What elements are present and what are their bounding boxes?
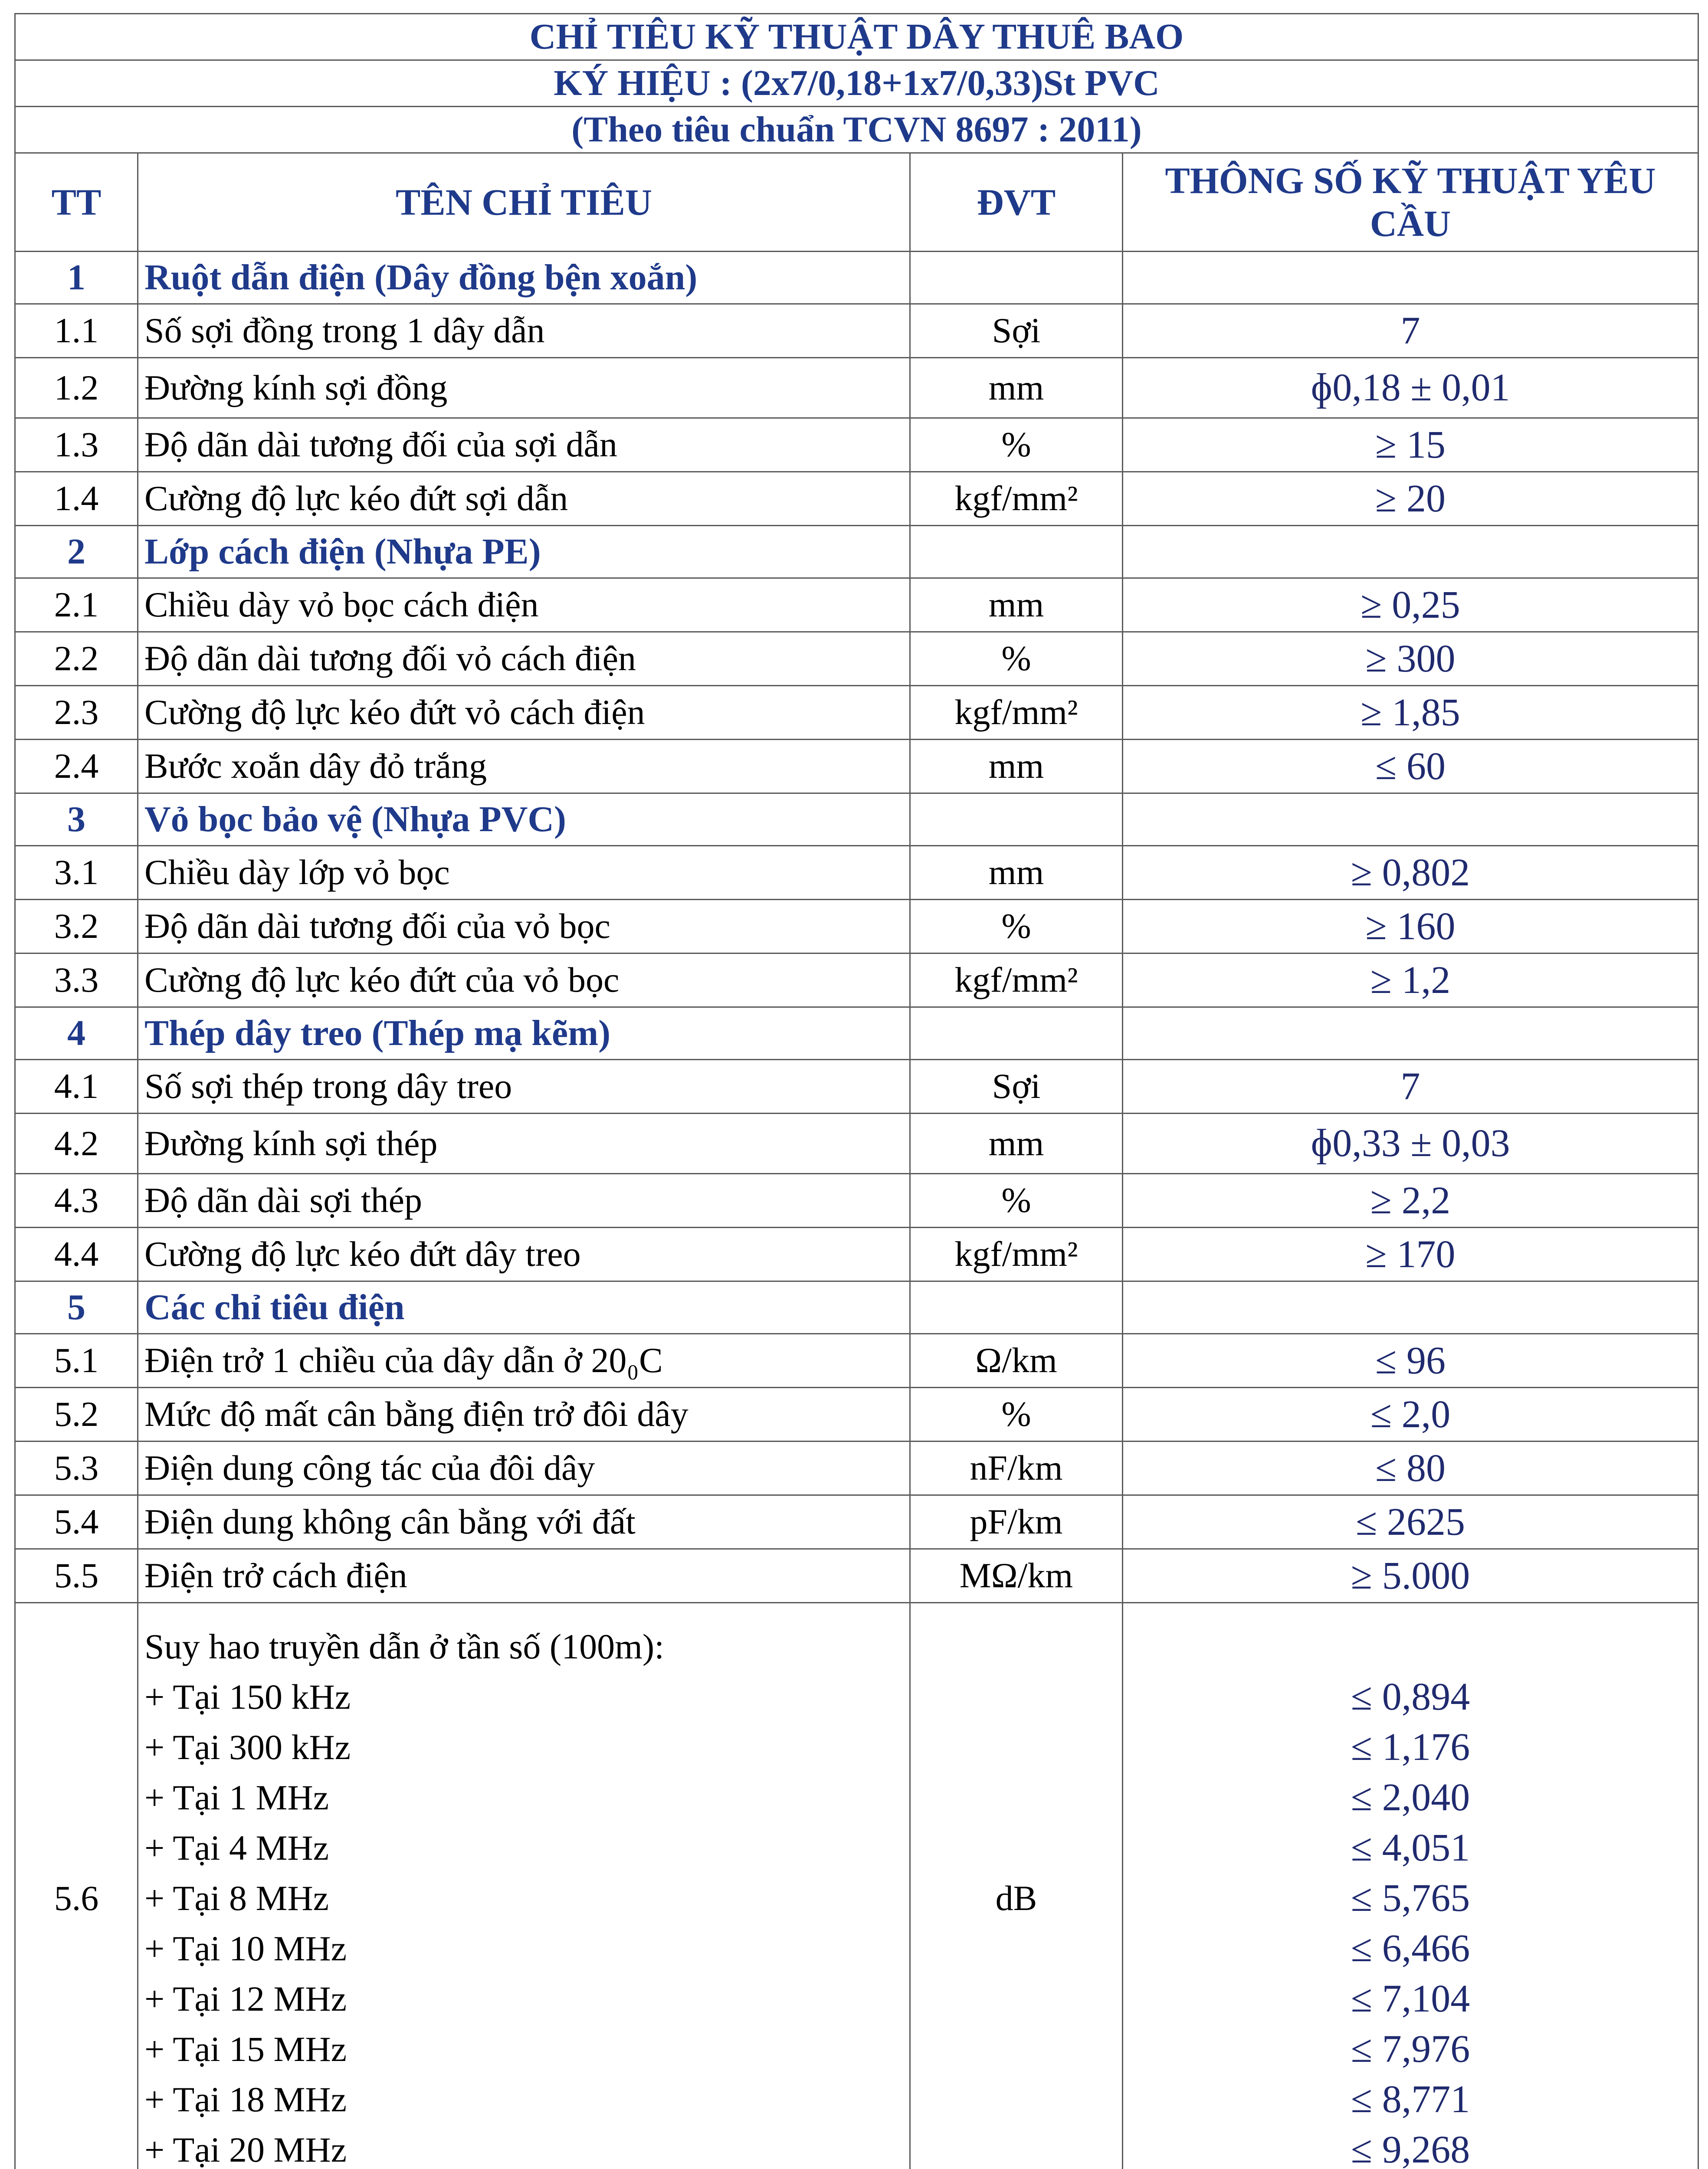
criterion-name: Độ dãn dài sợi thép	[138, 1174, 910, 1228]
criterion-name: Điện trở cách điện	[138, 1549, 910, 1603]
row-number: 3.1	[15, 846, 138, 900]
row-number: 2.2	[15, 632, 138, 686]
row-number: 2.1	[15, 578, 138, 632]
row-number: 1.4	[15, 472, 138, 526]
attenuation-value: ≤ 4,051	[1351, 1826, 1470, 1869]
section-row	[15, 1007, 1698, 1060]
standard-reference: (Theo tiêu chuẩn TCVN 8697 : 2011)	[15, 107, 1698, 153]
spec-value: ɸ0,18 ± 0,01	[1123, 358, 1698, 418]
section-unit-empty	[910, 1281, 1123, 1334]
criterion-name: Đường kính sợi thép	[138, 1114, 910, 1174]
attenuation-row	[15, 1603, 1698, 2169]
section-number: 3	[15, 793, 138, 846]
spec-value: ≤ 2,0	[1123, 1388, 1698, 1442]
spec-value: ≥ 0,25	[1123, 578, 1698, 632]
row-number: 4.2	[15, 1114, 138, 1174]
table-row	[15, 1549, 1698, 1603]
attenuation-value: ≤ 9,268	[1351, 2128, 1470, 2169]
attenuation-values	[1123, 1603, 1698, 2169]
attenuation-value: ≤ 0,894	[1351, 1675, 1470, 1718]
unit-cell: kgf/mm²	[910, 472, 1123, 526]
row-number: 1.3	[15, 418, 138, 472]
unit-cell: Sợi	[910, 1060, 1123, 1114]
section-value-empty	[1123, 526, 1698, 578]
section-value-empty	[1123, 1281, 1698, 1334]
section-unit-empty	[910, 526, 1123, 578]
row-number: 3.2	[15, 900, 138, 953]
section-title: Thép dây treo (Thép mạ kẽm)	[138, 1007, 910, 1060]
spec-value: ≥ 2,2	[1123, 1174, 1698, 1228]
section-title: Lớp cách điện (Nhựa PE)	[138, 526, 910, 578]
table-row	[15, 1495, 1698, 1549]
section-number: 4	[15, 1007, 138, 1060]
section-number: 1	[15, 252, 138, 304]
column-header-unit: ĐVT	[910, 153, 1123, 252]
criterion-name: Đường kính sợi đồng	[138, 358, 910, 418]
frequency-label: + Tại 18 MHz	[144, 2080, 347, 2119]
section-title: Ruột dẫn điện (Dây đồng bện xoắn)	[138, 252, 910, 304]
frequency-label: + Tại 1 MHz	[144, 1778, 329, 1817]
frequency-label: + Tại 8 MHz	[144, 1878, 329, 1918]
attenuation-value: ≤ 8,771	[1351, 2078, 1470, 2121]
criterion-name: Độ dãn dài tương đối của sợi dẫn	[138, 418, 910, 472]
criterion-name: Chiều dày lớp vỏ bọc	[138, 846, 910, 900]
row-number: 1.2	[15, 358, 138, 418]
spec-value: ≥ 1,2	[1123, 953, 1698, 1007]
spec-table-body	[15, 14, 1698, 2169]
unit-cell: mm	[910, 358, 1123, 418]
spec-value: ≥ 15	[1123, 418, 1698, 472]
table-row	[15, 953, 1698, 1007]
table-row	[15, 1174, 1698, 1228]
criterion-name: Cường độ lực kéo đứt vỏ cách điện	[138, 686, 910, 740]
column-header-spec: THÔNG SỐ KỸ THUẬT YÊU CẦU	[1123, 153, 1698, 252]
unit-cell: %	[910, 418, 1123, 472]
row-number: 5.4	[15, 1495, 138, 1549]
section-number: 2	[15, 526, 138, 578]
criterion-name: Chiều dày vỏ bọc cách điện	[138, 578, 910, 632]
section-number: 5	[15, 1281, 138, 1334]
criterion-name: Cường độ lực kéo đứt của vỏ bọc	[138, 953, 910, 1007]
section-row	[15, 252, 1698, 304]
row-number: 4.4	[15, 1228, 138, 1281]
frequency-label: + Tại 300 kHz	[144, 1727, 351, 1767]
unit-cell: %	[910, 900, 1123, 953]
table-row	[15, 1334, 1698, 1388]
row-number: 2.4	[15, 740, 138, 793]
table-row	[15, 472, 1698, 526]
table-row	[15, 1388, 1698, 1442]
criterion-name: Bước xoắn dây đỏ trắng	[138, 740, 910, 793]
spec-value: ≥ 300	[1123, 632, 1698, 686]
section-unit-empty	[910, 793, 1123, 846]
column-header-tt: TT	[15, 153, 138, 252]
row-number: 5.5	[15, 1549, 138, 1603]
row-number: 5.1	[15, 1334, 138, 1388]
attenuation-value: ≤ 7,104	[1351, 1977, 1470, 2020]
section-value-empty	[1123, 252, 1698, 304]
criterion-name: Độ dãn dài tương đối vỏ cách điện	[138, 632, 910, 686]
attenuation-value: ≤ 6,466	[1351, 1927, 1470, 1970]
product-code: KÝ HIỆU : (2x7/0,18+1x7/0,33)St PVC	[15, 60, 1698, 107]
section-row	[15, 793, 1698, 846]
row-number: 4.3	[15, 1174, 138, 1228]
spec-value: ≥ 1,85	[1123, 686, 1698, 740]
row-number: 5.6	[15, 1603, 138, 2169]
section-row	[15, 1281, 1698, 1334]
frequency-label: + Tại 150 kHz	[144, 1677, 351, 1717]
unit-cell: pF/km	[910, 1495, 1123, 1549]
spec-value: ɸ0,33 ± 0,03	[1123, 1114, 1698, 1174]
table-row	[15, 418, 1698, 472]
spec-value: ≤ 80	[1123, 1442, 1698, 1495]
unit-cell: MΩ/km	[910, 1549, 1123, 1603]
attenuation-value: ≤ 2,040	[1351, 1776, 1470, 1819]
spec-value: ≥ 20	[1123, 472, 1698, 526]
spec-value: ≤ 2625	[1123, 1495, 1698, 1549]
table-row	[15, 1114, 1698, 1174]
attenuation-heading: Suy hao truyền dẫn ở tần số (100m):	[144, 1627, 665, 1666]
value-spacer	[1129, 1622, 1692, 1672]
table-row	[15, 1442, 1698, 1495]
table-row	[15, 900, 1698, 953]
unit-cell: mm	[910, 578, 1123, 632]
frequency-label: + Tại 12 MHz	[144, 1979, 347, 2018]
section-value-empty	[1123, 1007, 1698, 1060]
criterion-name: Điện trở 1 chiều của dây dẫn ở 20₀C	[138, 1334, 910, 1388]
criterion-name: Số sợi thép trong dây treo	[138, 1060, 910, 1114]
unit-cell: %	[910, 632, 1123, 686]
table-row	[15, 1228, 1698, 1281]
unit-cell: kgf/mm²	[910, 1228, 1123, 1281]
table-row	[15, 686, 1698, 740]
section-value-empty	[1123, 793, 1698, 846]
table-row	[15, 358, 1698, 418]
unit-cell: %	[910, 1388, 1123, 1442]
frequency-label: + Tại 15 MHz	[144, 2029, 347, 2069]
table-row	[15, 1060, 1698, 1114]
row-number: 4.1	[15, 1060, 138, 1114]
title-row-3	[15, 107, 1698, 153]
row-number: 2.3	[15, 686, 138, 740]
section-title: Vỏ bọc bảo vệ (Nhựa PVC)	[138, 793, 910, 846]
unit-cell: Sợi	[910, 304, 1123, 358]
frequency-label: + Tại 20 MHz	[144, 2130, 347, 2169]
unit-cell: mm	[910, 1114, 1123, 1174]
row-number: 1.1	[15, 304, 138, 358]
attenuation-value: ≤ 7,976	[1351, 2028, 1470, 2071]
row-number: 5.2	[15, 1388, 138, 1442]
attenuation-value: ≤ 5,765	[1351, 1877, 1470, 1920]
unit-cell: Ω/km	[910, 1334, 1123, 1388]
document-title: CHỈ TIÊU KỸ THUẬT DÂY THUÊ BAO	[15, 14, 1698, 60]
attenuation-value: ≤ 1,176	[1351, 1726, 1470, 1769]
spec-value: 7	[1123, 304, 1698, 358]
table-row	[15, 578, 1698, 632]
table-row	[15, 740, 1698, 793]
table-row	[15, 632, 1698, 686]
attenuation-criteria	[138, 1603, 910, 2169]
unit-cell: mm	[910, 846, 1123, 900]
spec-value: ≥ 170	[1123, 1228, 1698, 1281]
spec-value: ≤ 60	[1123, 740, 1698, 793]
criterion-name: Số sợi đồng trong 1 dây dẫn	[138, 304, 910, 358]
spec-value: ≤ 96	[1123, 1334, 1698, 1388]
spec-table	[14, 13, 1699, 2169]
section-title: Các chỉ tiêu điện	[138, 1281, 910, 1334]
criterion-name: Cường độ lực kéo đứt sợi dẫn	[138, 472, 910, 526]
section-unit-empty	[910, 252, 1123, 304]
unit-cell: kgf/mm²	[910, 686, 1123, 740]
criterion-name: Điện dung công tác của đôi dây	[138, 1442, 910, 1495]
criterion-name: Độ dãn dài tương đối của vỏ bọc	[138, 900, 910, 953]
frequency-label: + Tại 4 MHz	[144, 1828, 329, 1868]
row-number: 5.3	[15, 1442, 138, 1495]
section-row	[15, 526, 1698, 578]
column-header-name: TÊN CHỈ TIÊU	[138, 153, 910, 252]
unit-cell: dB	[910, 1603, 1123, 2169]
column-header-row	[15, 153, 1698, 252]
spec-value: ≥ 0,802	[1123, 846, 1698, 900]
table-row	[15, 304, 1698, 358]
title-row-1	[15, 14, 1698, 60]
table-row	[15, 846, 1698, 900]
spec-value: ≥ 5.000	[1123, 1549, 1698, 1603]
unit-cell: %	[910, 1174, 1123, 1228]
row-number: 3.3	[15, 953, 138, 1007]
unit-cell: nF/km	[910, 1442, 1123, 1495]
spec-value: 7	[1123, 1060, 1698, 1114]
unit-cell: mm	[910, 740, 1123, 793]
title-row-2	[15, 60, 1698, 107]
criterion-name: Mức độ mất cân bằng điện trở đôi dây	[138, 1388, 910, 1442]
frequency-label: + Tại 10 MHz	[144, 1929, 347, 1968]
section-unit-empty	[910, 1007, 1123, 1060]
unit-cell: kgf/mm²	[910, 953, 1123, 1007]
criterion-name: Cường độ lực kéo đứt dây treo	[138, 1228, 910, 1281]
criterion-name: Điện dung không cân bằng với đất	[138, 1495, 910, 1549]
spec-value: ≥ 160	[1123, 900, 1698, 953]
